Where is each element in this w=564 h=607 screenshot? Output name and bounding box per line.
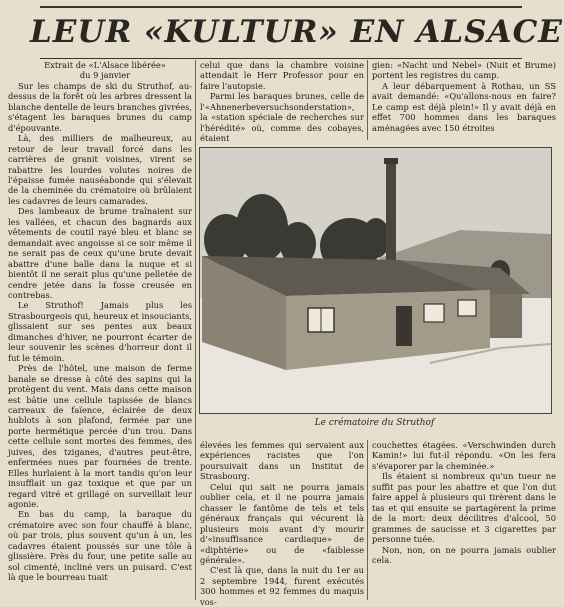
paragraph: celui que dans la chambre voisine attendait le Herr Professor pour en faire l'autopsie. — [200, 60, 364, 91]
headline-rule — [40, 58, 522, 59]
paragraph: Parmi les baraques brunes, celle de l'«Ahnenerbeversuchsonderstation», la «station spéciale de recherches sur l'hérédité» où, comme des cobayes, étaient — [200, 91, 364, 144]
paragraph: Le Struthof! Jamais plus les Strasbourgeois qui, heureux et insouciants, glissaient sur ses pentes aux beaux dimanches d'hiver, ne pourront écarter de leur souvenir les scènes d'horreur dont il fut le témoin. — [8, 300, 192, 363]
paragraph: Près de l'hôtel, une maison de ferme banale se dresse à côté des sapins qui la protègent du vent. Mais dans cette maison est bâtie une cellule tapissée de blancs carreaux de faïence, éclairée de deux hublots à son plafond, fermée par une porte hermétique percée d'un trou. Dans cette cellule sont mortes des femmes, des juives, des tziganes, d'autres peut-être, enfermées nues par fournées de trente. Elles hurlaient à la mort tandis qu'on leur insufflait un gaz toxique et que par un regard vitré et grillagé on surveillait leur agonie. — [8, 363, 192, 510]
top-rule — [40, 6, 522, 8]
paragraph: gien: «Nacht und Nebel» (Nuit et Brume) portent les registres du camp. — [372, 60, 556, 81]
source-line-1: Extrait de «L'Alsace libérée» — [44, 60, 166, 70]
paragraph: C'est là que, dans la nuit du 1er au 2 septembre 1944, furent exécutés 300 hommes et 92 femmes du maquis vos- — [200, 565, 364, 607]
paragraph: Là, des milliers de malheureux, au retour de leur travail forcé dans les carrières de granit voisines, virent se rabattre les lourdes volutes noires de l'épaisse fumée nauséabonde qui s'élevait de la cheminée du crématoire où brûlaient les cadavres de leurs camarades. — [8, 133, 192, 206]
source-line-2: du 9 janvier — [79, 70, 131, 81]
photo-chimney-cap — [384, 158, 398, 164]
paragraph: En bas du camp, la baraque du crématoire avec son four chauffé à blanc, où par trois, plus souvent qu'un à un, les cadavres étaient poussés sur une tôle à glissière. Près du four, une petite salle au sol cimenté, incliné vers un puisard. C'est là que le bourreau tuait — [8, 509, 192, 583]
column-1 — [8, 60, 192, 600]
photo-illustration — [200, 148, 551, 413]
column-divider — [195, 60, 196, 600]
paragraph: couchettes étagées. «Verschwinden durch Kamin!» lui fut-il répondu. «On les fera s'évaporer par la cheminée.» — [372, 440, 556, 471]
column-divider — [367, 440, 368, 600]
paragraph: élevées les femmes qui servaient aux expériences racistes que l'on poursuivait dans un Institut de Strasbourg. — [200, 440, 364, 482]
crematorium-photo — [199, 147, 552, 414]
column-divider — [367, 60, 368, 140]
photo-window — [458, 300, 476, 316]
paragraph: Celui qui sait ne pourra jamais oublier cela, et il ne pourra jamais chasser le fantôme de tels et tels généraux français qui vécurent là plusieurs mois avant d'y mourir d'«insuffisance cardiaque» de «diphtérie» ou de «faiblesse générale». — [200, 481, 364, 565]
paragraph: Ils étaient si nombreux qu'un tueur ne suffit pas pour les abattre et que l'on dut faire appel à plusieurs qui tirèrent dans le tas et qui ensuite se partagèrent la prime de la mort: deux décilitres d'alcool, 50 grammes de saucisse et 3 cigarettes par personne tuée. — [372, 471, 556, 545]
photo-chimney — [386, 162, 396, 272]
paragraph: Des lambeaux de brume traînaient sur les vallées, et chacun des bagnards aux vêtements de coutil rayé bleu et blanc se demandait avec angoisse si ce soir même il ne serait pas de ceux qu'une brute devait abattre d'une balle dans la nuque et si bientôt il ne serait plus qu'une pelletée de cendre jetée dans la fosse creusée en contrebas. — [8, 206, 192, 300]
column-2-top — [200, 60, 364, 144]
photo-door — [396, 306, 412, 346]
headline: LEUR «KULTUR» EN ALSACE — [30, 14, 563, 50]
column-3-top — [372, 60, 556, 133]
photo-annex — [490, 294, 522, 338]
photo-caption: Le crématoire du Struthof — [314, 418, 435, 428]
paragraph: A leur débarquement à Rothau, un SS avait demandé: «Qu'allons-nous en faire? Le camp est déjà plein!» Il y avait déjà en effet 700 hommes dans les baraques aménagées avec 150 étroites — [372, 80, 556, 133]
column-3-bottom — [372, 440, 556, 600]
paragraph: Sur les champs de ski du Struthof, au-dessus de la forêt où les arbres dressent la blanche dentelle de leurs branches givrées, s'étagent les baraques brunes du camp d'épouvante. — [8, 80, 192, 133]
paragraph: Non, non, on ne pourra jamais oublier cela. — [372, 544, 556, 565]
column-2-bottom — [200, 440, 364, 607]
photo-window — [424, 304, 444, 322]
